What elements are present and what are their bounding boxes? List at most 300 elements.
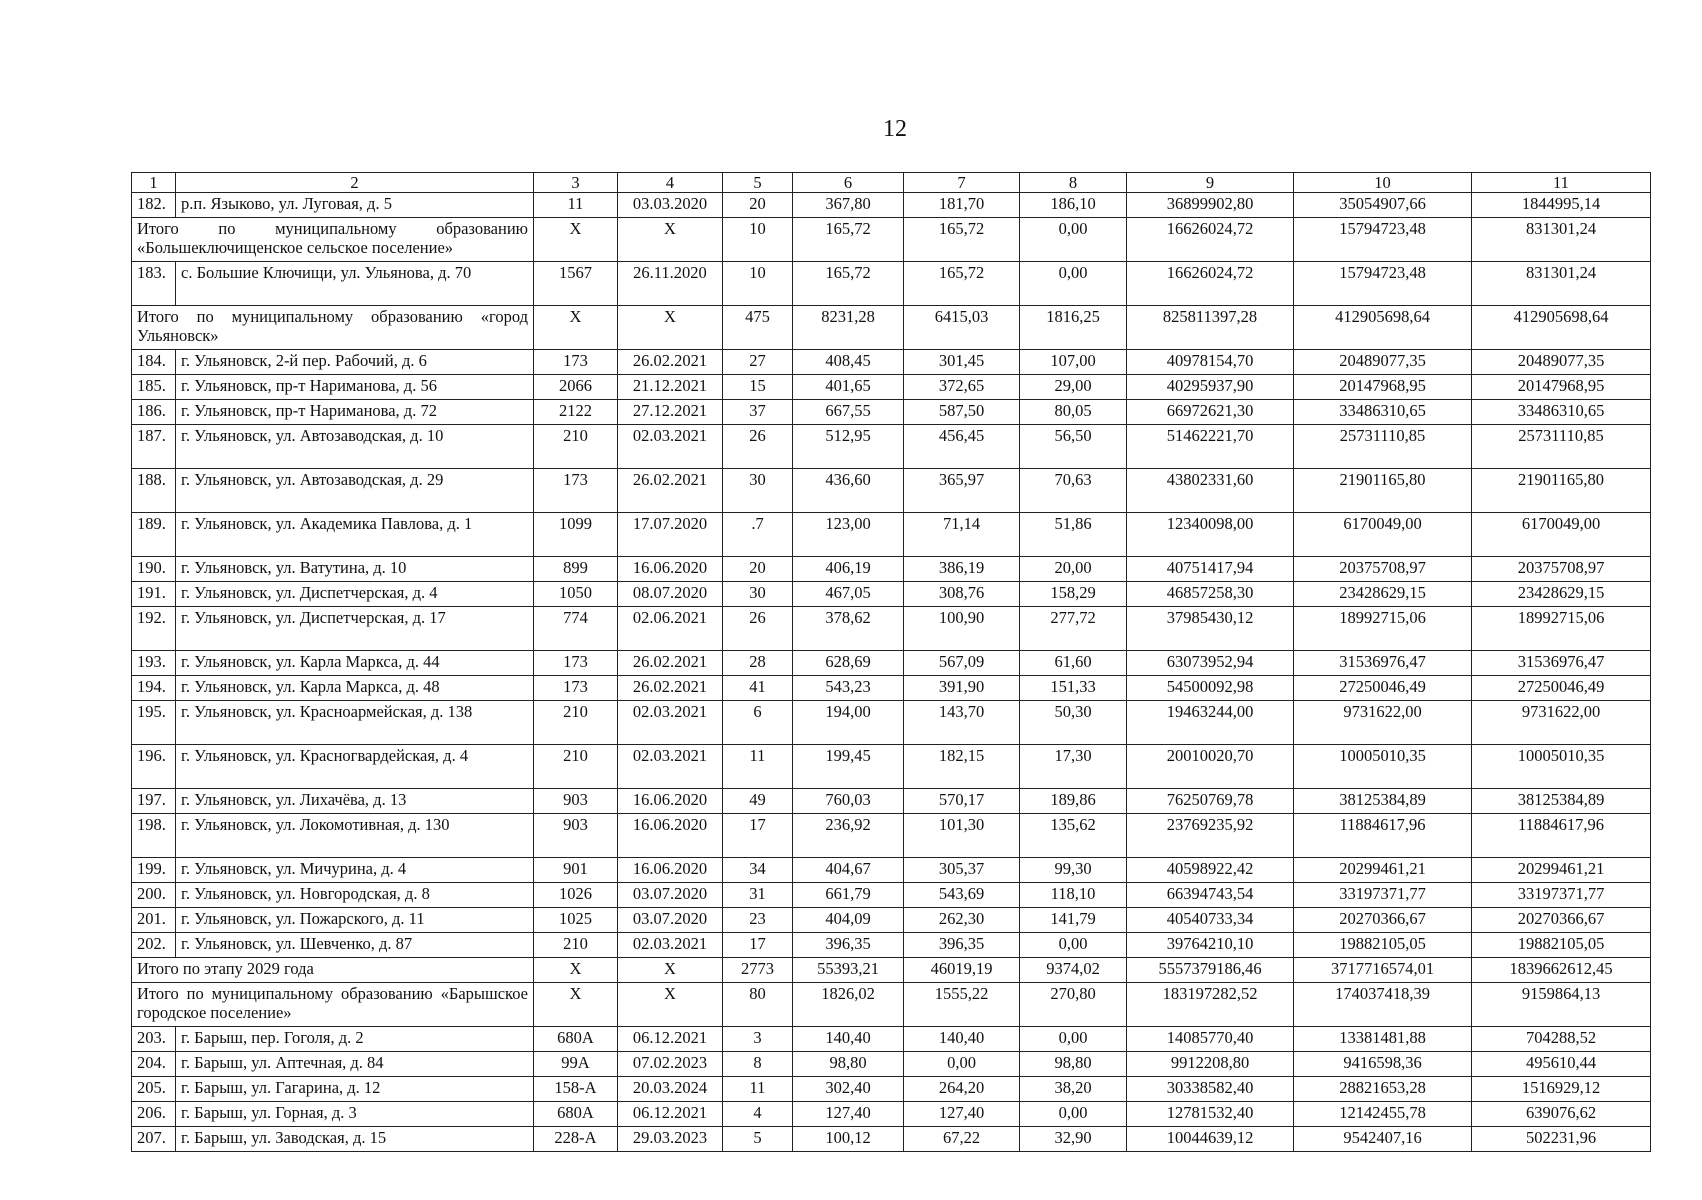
- cell-c3: 228-А: [534, 1127, 618, 1152]
- cell-c7: 396,35: [904, 933, 1020, 958]
- row-number: 192.: [132, 607, 176, 651]
- cell-c11: 21901165,80: [1472, 469, 1651, 513]
- cell-c4: 16.06.2020: [618, 557, 723, 582]
- cell-c4: 21.12.2021: [618, 375, 723, 400]
- cell-c11: 639076,62: [1472, 1102, 1651, 1127]
- cell-c11: 31536976,47: [1472, 651, 1651, 676]
- cell-c4: X: [618, 958, 723, 983]
- cell-c5: 49: [723, 789, 793, 814]
- cell-c4: 26.02.2021: [618, 651, 723, 676]
- cell-c10: 33197371,77: [1294, 883, 1472, 908]
- cell-c10: 23428629,15: [1294, 582, 1472, 607]
- address-cell: г. Барыш, ул. Гагарина, д. 12: [176, 1077, 534, 1102]
- address-cell: г. Ульяновск, ул. Красногвардейская, д. 4: [176, 745, 534, 789]
- cell-c3: 1026: [534, 883, 618, 908]
- cell-c8: 29,00: [1020, 375, 1127, 400]
- total-label: Итого по муниципальному образованию «город Ульяновск»: [132, 306, 534, 350]
- table-row: [132, 557, 1651, 582]
- address-cell: г. Ульяновск, ул. Мичурина, д. 4: [176, 858, 534, 883]
- cell-c8: 80,05: [1020, 400, 1127, 425]
- cell-c5: 41: [723, 676, 793, 701]
- cell-c11: 502231,96: [1472, 1127, 1651, 1152]
- cell-c3: X: [534, 306, 618, 350]
- cell-c9: 76250769,78: [1127, 789, 1294, 814]
- cell-c3: 173: [534, 676, 618, 701]
- cell-c6: 408,45: [793, 350, 904, 375]
- cell-c10: 20147968,95: [1294, 375, 1472, 400]
- cell-c7: 127,40: [904, 1102, 1020, 1127]
- cell-c9: 5557379186,46: [1127, 958, 1294, 983]
- cell-c10: 9731622,00: [1294, 701, 1472, 745]
- cell-c6: 165,72: [793, 262, 904, 306]
- cell-c5: 37: [723, 400, 793, 425]
- cell-c11: 20270366,67: [1472, 908, 1651, 933]
- row-number: 195.: [132, 701, 176, 745]
- cell-c11: 6170049,00: [1472, 513, 1651, 557]
- cell-c10: 38125384,89: [1294, 789, 1472, 814]
- cell-c6: 127,40: [793, 1102, 904, 1127]
- cell-c8: 151,33: [1020, 676, 1127, 701]
- cell-c3: 774: [534, 607, 618, 651]
- cell-c11: 20375708,97: [1472, 557, 1651, 582]
- cell-c10: 9542407,16: [1294, 1127, 1472, 1152]
- cell-c3: 680А: [534, 1027, 618, 1052]
- cell-c6: 1826,02: [793, 983, 904, 1027]
- table-row: [132, 701, 1651, 745]
- cell-c3: 680А: [534, 1102, 618, 1127]
- table-row: [132, 883, 1651, 908]
- cell-c5: 27: [723, 350, 793, 375]
- cell-c9: 14085770,40: [1127, 1027, 1294, 1052]
- cell-c8: 50,30: [1020, 701, 1127, 745]
- cell-c4: 06.12.2021: [618, 1027, 723, 1052]
- cell-c5: 30: [723, 469, 793, 513]
- row-number: 194.: [132, 676, 176, 701]
- cell-c8: 141,79: [1020, 908, 1127, 933]
- cell-c5: 80: [723, 983, 793, 1027]
- cell-c6: 543,23: [793, 676, 904, 701]
- cell-c3: 210: [534, 745, 618, 789]
- cell-c9: 43802331,60: [1127, 469, 1294, 513]
- cell-c7: 543,69: [904, 883, 1020, 908]
- cell-c3: 173: [534, 350, 618, 375]
- table-row: [132, 1102, 1651, 1127]
- address-cell: г. Барыш, ул. Аптечная, д. 84: [176, 1052, 534, 1077]
- cell-c9: 54500092,98: [1127, 676, 1294, 701]
- address-cell: г. Ульяновск, ул. Автозаводская, д. 10: [176, 425, 534, 469]
- total-row: [132, 306, 1651, 350]
- cell-c10: 12142455,78: [1294, 1102, 1472, 1127]
- table-row: [132, 469, 1651, 513]
- column-header-7: 7: [904, 173, 1020, 193]
- cell-c11: 20147968,95: [1472, 375, 1651, 400]
- cell-c7: 67,22: [904, 1127, 1020, 1152]
- cell-c11: 495610,44: [1472, 1052, 1651, 1077]
- cell-c11: 33486310,65: [1472, 400, 1651, 425]
- cell-c5: 2773: [723, 958, 793, 983]
- cell-c4: 26.02.2021: [618, 676, 723, 701]
- cell-c10: 19882105,05: [1294, 933, 1472, 958]
- cell-c3: 899: [534, 557, 618, 582]
- cell-c9: 46857258,30: [1127, 582, 1294, 607]
- page-number: 12: [883, 116, 907, 142]
- cell-c6: 436,60: [793, 469, 904, 513]
- cell-c5: 30: [723, 582, 793, 607]
- cell-c7: 570,17: [904, 789, 1020, 814]
- cell-c4: 02.03.2021: [618, 745, 723, 789]
- cell-c9: 40540733,34: [1127, 908, 1294, 933]
- cell-c6: 55393,21: [793, 958, 904, 983]
- address-cell: г. Ульяновск, ул. Шевченко, д. 87: [176, 933, 534, 958]
- cell-c4: 06.12.2021: [618, 1102, 723, 1127]
- cell-c5: 3: [723, 1027, 793, 1052]
- cell-c7: 301,45: [904, 350, 1020, 375]
- address-cell: г. Ульяновск, ул. Академика Павлова, д. 1: [176, 513, 534, 557]
- cell-c3: 901: [534, 858, 618, 883]
- cell-c3: X: [534, 983, 618, 1027]
- cell-c9: 37985430,12: [1127, 607, 1294, 651]
- row-number: 198.: [132, 814, 176, 858]
- address-cell: г. Ульяновск, ул. Диспетчерская, д. 17: [176, 607, 534, 651]
- table-body: [132, 173, 1651, 1152]
- cell-c6: 661,79: [793, 883, 904, 908]
- cell-c4: 03.07.2020: [618, 883, 723, 908]
- row-number: 206.: [132, 1102, 176, 1127]
- cell-c6: 406,19: [793, 557, 904, 582]
- cell-c11: 10005010,35: [1472, 745, 1651, 789]
- cell-c9: 16626024,72: [1127, 218, 1294, 262]
- row-number: 191.: [132, 582, 176, 607]
- cell-c9: 63073952,94: [1127, 651, 1294, 676]
- cell-c6: 236,92: [793, 814, 904, 858]
- table-row: [132, 858, 1651, 883]
- table-row: [132, 676, 1651, 701]
- cell-c8: 107,00: [1020, 350, 1127, 375]
- cell-c10: 15794723,48: [1294, 262, 1472, 306]
- cell-c4: 02.03.2021: [618, 701, 723, 745]
- cell-c6: 165,72: [793, 218, 904, 262]
- row-number: 205.: [132, 1077, 176, 1102]
- cell-c5: 10: [723, 218, 793, 262]
- cell-c4: 26.02.2021: [618, 469, 723, 513]
- column-header-10: 10: [1294, 173, 1472, 193]
- cell-c9: 9912208,80: [1127, 1052, 1294, 1077]
- cell-c3: 1567: [534, 262, 618, 306]
- cell-c5: 17: [723, 814, 793, 858]
- cell-c9: 36899902,80: [1127, 193, 1294, 218]
- cell-c5: 20: [723, 193, 793, 218]
- cell-c7: 6415,03: [904, 306, 1020, 350]
- row-number: 202.: [132, 933, 176, 958]
- cell-c7: 456,45: [904, 425, 1020, 469]
- cell-c5: 11: [723, 745, 793, 789]
- row-number: 185.: [132, 375, 176, 400]
- cell-c6: 194,00: [793, 701, 904, 745]
- cell-c3: 903: [534, 789, 618, 814]
- cell-c4: 08.07.2020: [618, 582, 723, 607]
- cell-c8: 32,90: [1020, 1127, 1127, 1152]
- cell-c6: 8231,28: [793, 306, 904, 350]
- cell-c11: 1844995,14: [1472, 193, 1651, 218]
- cell-c4: 02.06.2021: [618, 607, 723, 651]
- address-cell: г. Ульяновск, пр-т Нариманова, д. 56: [176, 375, 534, 400]
- cell-c8: 135,62: [1020, 814, 1127, 858]
- cell-c3: 2066: [534, 375, 618, 400]
- total-row: [132, 958, 1651, 983]
- cell-c4: 16.06.2020: [618, 814, 723, 858]
- cell-c6: 401,65: [793, 375, 904, 400]
- table-row: [132, 400, 1651, 425]
- cell-c10: 9416598,36: [1294, 1052, 1472, 1077]
- cell-c11: 1516929,12: [1472, 1077, 1651, 1102]
- cell-c9: 51462221,70: [1127, 425, 1294, 469]
- row-number: 196.: [132, 745, 176, 789]
- address-cell: с. Большие Ключищи, ул. Ульянова, д. 70: [176, 262, 534, 306]
- cell-c3: X: [534, 218, 618, 262]
- cell-c11: 9159864,13: [1472, 983, 1651, 1027]
- cell-c6: 367,80: [793, 193, 904, 218]
- cell-c7: 372,65: [904, 375, 1020, 400]
- cell-c10: 11884617,96: [1294, 814, 1472, 858]
- cell-c8: 99,30: [1020, 858, 1127, 883]
- housing-registry-table: [131, 172, 1651, 1152]
- cell-c6: 396,35: [793, 933, 904, 958]
- cell-c4: 03.07.2020: [618, 908, 723, 933]
- cell-c8: 56,50: [1020, 425, 1127, 469]
- cell-c11: 704288,52: [1472, 1027, 1651, 1052]
- cell-c6: 512,95: [793, 425, 904, 469]
- cell-c9: 40295937,90: [1127, 375, 1294, 400]
- cell-c7: 100,90: [904, 607, 1020, 651]
- cell-c10: 13381481,88: [1294, 1027, 1472, 1052]
- cell-c7: 262,30: [904, 908, 1020, 933]
- cell-c11: 23428629,15: [1472, 582, 1651, 607]
- cell-c9: 825811397,28: [1127, 306, 1294, 350]
- address-cell: г. Ульяновск, ул. Новгородская, д. 8: [176, 883, 534, 908]
- cell-c11: 11884617,96: [1472, 814, 1651, 858]
- cell-c7: 308,76: [904, 582, 1020, 607]
- cell-c3: 2122: [534, 400, 618, 425]
- cell-c3: 210: [534, 425, 618, 469]
- cell-c7: 1555,22: [904, 983, 1020, 1027]
- cell-c9: 30338582,40: [1127, 1077, 1294, 1102]
- row-number: 204.: [132, 1052, 176, 1077]
- cell-c9: 66972621,30: [1127, 400, 1294, 425]
- cell-c11: 18992715,06: [1472, 607, 1651, 651]
- total-label: Итого по этапу 2029 года: [132, 958, 534, 983]
- cell-c7: 140,40: [904, 1027, 1020, 1052]
- cell-c8: 0,00: [1020, 218, 1127, 262]
- table-row: [132, 908, 1651, 933]
- cell-c8: 20,00: [1020, 557, 1127, 582]
- cell-c11: 9731622,00: [1472, 701, 1651, 745]
- cell-c10: 20375708,97: [1294, 557, 1472, 582]
- cell-c3: 903: [534, 814, 618, 858]
- cell-c11: 831301,24: [1472, 262, 1651, 306]
- table-row: [132, 607, 1651, 651]
- cell-c10: 6170049,00: [1294, 513, 1472, 557]
- cell-c5: 26: [723, 607, 793, 651]
- table-row: [132, 1077, 1651, 1102]
- address-cell: г. Ульяновск, ул. Карла Маркса, д. 44: [176, 651, 534, 676]
- cell-c6: 378,62: [793, 607, 904, 651]
- cell-c10: 412905698,64: [1294, 306, 1472, 350]
- table-row: [132, 651, 1651, 676]
- cell-c7: 305,37: [904, 858, 1020, 883]
- column-header-3: 3: [534, 173, 618, 193]
- cell-c8: 51,86: [1020, 513, 1127, 557]
- cell-c8: 9374,02: [1020, 958, 1127, 983]
- total-row: [132, 218, 1651, 262]
- cell-c9: 39764210,10: [1127, 933, 1294, 958]
- cell-c9: 183197282,52: [1127, 983, 1294, 1027]
- address-cell: г. Ульяновск, ул. Пожарского, д. 11: [176, 908, 534, 933]
- cell-c8: 186,10: [1020, 193, 1127, 218]
- total-label: Итого по муниципальному образованию «Большеключищенское сельское поселение»: [132, 218, 534, 262]
- cell-c6: 100,12: [793, 1127, 904, 1152]
- cell-c4: 02.03.2021: [618, 933, 723, 958]
- total-row: [132, 983, 1651, 1027]
- cell-c10: 21901165,80: [1294, 469, 1472, 513]
- row-number: 197.: [132, 789, 176, 814]
- cell-c7: 182,15: [904, 745, 1020, 789]
- cell-c11: 412905698,64: [1472, 306, 1651, 350]
- column-header-11: 11: [1472, 173, 1651, 193]
- cell-c5: 23: [723, 908, 793, 933]
- cell-c7: 386,19: [904, 557, 1020, 582]
- cell-c10: 35054907,66: [1294, 193, 1472, 218]
- cell-c9: 16626024,72: [1127, 262, 1294, 306]
- total-label: Итого по муниципальному образованию «Барышское городское поселение»: [132, 983, 534, 1027]
- cell-c8: 17,30: [1020, 745, 1127, 789]
- table-row: [132, 425, 1651, 469]
- row-number: 186.: [132, 400, 176, 425]
- cell-c8: 118,10: [1020, 883, 1127, 908]
- cell-c9: 10044639,12: [1127, 1127, 1294, 1152]
- address-cell: г. Ульяновск, ул. Карла Маркса, д. 48: [176, 676, 534, 701]
- cell-c5: 4: [723, 1102, 793, 1127]
- cell-c10: 31536976,47: [1294, 651, 1472, 676]
- table-row: [132, 1052, 1651, 1077]
- cell-c7: 365,97: [904, 469, 1020, 513]
- cell-c5: 5: [723, 1127, 793, 1152]
- cell-c6: 760,03: [793, 789, 904, 814]
- cell-c6: 140,40: [793, 1027, 904, 1052]
- cell-c5: 475: [723, 306, 793, 350]
- cell-c9: 66394743,54: [1127, 883, 1294, 908]
- cell-c11: 1839662612,45: [1472, 958, 1651, 983]
- cell-c3: 210: [534, 933, 618, 958]
- cell-c8: 38,20: [1020, 1077, 1127, 1102]
- cell-c8: 70,63: [1020, 469, 1127, 513]
- cell-c10: 25731110,85: [1294, 425, 1472, 469]
- cell-c5: 6: [723, 701, 793, 745]
- cell-c7: 71,14: [904, 513, 1020, 557]
- cell-c11: 38125384,89: [1472, 789, 1651, 814]
- cell-c4: X: [618, 983, 723, 1027]
- cell-c6: 467,05: [793, 582, 904, 607]
- cell-c6: 628,69: [793, 651, 904, 676]
- cell-c4: X: [618, 306, 723, 350]
- cell-c10: 18992715,06: [1294, 607, 1472, 651]
- row-number: 207.: [132, 1127, 176, 1152]
- cell-c5: 31: [723, 883, 793, 908]
- cell-c9: 40751417,94: [1127, 557, 1294, 582]
- address-cell: г. Барыш, пер. Гоголя, д. 2: [176, 1027, 534, 1052]
- table-header-row: [132, 173, 1651, 193]
- cell-c9: 40978154,70: [1127, 350, 1294, 375]
- cell-c6: 404,67: [793, 858, 904, 883]
- table-row: [132, 814, 1651, 858]
- cell-c10: 27250046,49: [1294, 676, 1472, 701]
- cell-c5: 8: [723, 1052, 793, 1077]
- cell-c9: 12340098,00: [1127, 513, 1294, 557]
- cell-c6: 123,00: [793, 513, 904, 557]
- cell-c7: 101,30: [904, 814, 1020, 858]
- cell-c5: 17: [723, 933, 793, 958]
- cell-c8: 277,72: [1020, 607, 1127, 651]
- row-number: 193.: [132, 651, 176, 676]
- cell-c4: 29.03.2023: [618, 1127, 723, 1152]
- cell-c6: 98,80: [793, 1052, 904, 1077]
- cell-c3: 1025: [534, 908, 618, 933]
- row-number: 201.: [132, 908, 176, 933]
- cell-c10: 33486310,65: [1294, 400, 1472, 425]
- cell-c9: 19463244,00: [1127, 701, 1294, 745]
- cell-c4: 17.07.2020: [618, 513, 723, 557]
- address-cell: г. Ульяновск, пр-т Нариманова, д. 72: [176, 400, 534, 425]
- row-number: 190.: [132, 557, 176, 582]
- cell-c7: 264,20: [904, 1077, 1020, 1102]
- cell-c7: 143,70: [904, 701, 1020, 745]
- cell-c5: .7: [723, 513, 793, 557]
- cell-c5: 34: [723, 858, 793, 883]
- cell-c11: 27250046,49: [1472, 676, 1651, 701]
- row-number: 187.: [132, 425, 176, 469]
- cell-c5: 26: [723, 425, 793, 469]
- row-number: 189.: [132, 513, 176, 557]
- cell-c11: 20489077,35: [1472, 350, 1651, 375]
- column-header-4: 4: [618, 173, 723, 193]
- address-cell: г. Ульяновск, ул. Автозаводская, д. 29: [176, 469, 534, 513]
- table-row: [132, 582, 1651, 607]
- cell-c3: 11: [534, 193, 618, 218]
- cell-c10: 10005010,35: [1294, 745, 1472, 789]
- cell-c10: 28821653,28: [1294, 1077, 1472, 1102]
- cell-c4: 26.11.2020: [618, 262, 723, 306]
- cell-c10: 174037418,39: [1294, 983, 1472, 1027]
- cell-c9: 12781532,40: [1127, 1102, 1294, 1127]
- cell-c11: 19882105,05: [1472, 933, 1651, 958]
- cell-c4: 16.06.2020: [618, 858, 723, 883]
- table-row: [132, 745, 1651, 789]
- cell-c4: 16.06.2020: [618, 789, 723, 814]
- cell-c7: 181,70: [904, 193, 1020, 218]
- table-row: [132, 1027, 1651, 1052]
- cell-c10: 20270366,67: [1294, 908, 1472, 933]
- address-cell: г. Ульяновск, ул. Ватутина, д. 10: [176, 557, 534, 582]
- cell-c3: 1050: [534, 582, 618, 607]
- cell-c8: 61,60: [1020, 651, 1127, 676]
- address-cell: г. Ульяновск, ул. Диспетчерская, д. 4: [176, 582, 534, 607]
- cell-c4: 27.12.2021: [618, 400, 723, 425]
- cell-c11: 20299461,21: [1472, 858, 1651, 883]
- cell-c8: 0,00: [1020, 933, 1127, 958]
- cell-c10: 20299461,21: [1294, 858, 1472, 883]
- cell-c8: 0,00: [1020, 1027, 1127, 1052]
- cell-c3: 158-А: [534, 1077, 618, 1102]
- cell-c4: 03.03.2020: [618, 193, 723, 218]
